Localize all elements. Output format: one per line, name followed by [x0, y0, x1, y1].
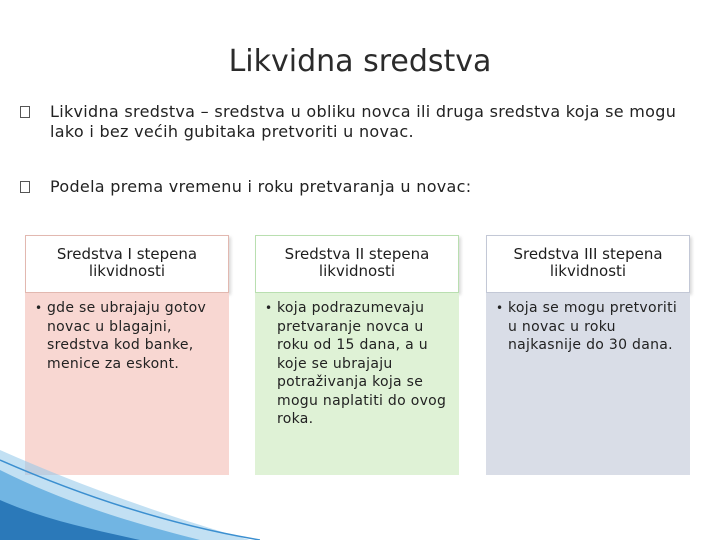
- column-second-degree: [255, 235, 459, 475]
- bullet-box-icon: [20, 106, 30, 118]
- bullet-dot-icon: •: [496, 301, 504, 315]
- column-item: gde se ubrajaju gotov novac u blagajni, sredstva kod banke, menice za eskont.: [47, 300, 207, 372]
- bullet-definition-body: – sredstva u obliku novca ili druga sredstva koja se mogu lako i bez većih gubitaka pretvoriti u novac.: [50, 102, 677, 141]
- bullet-division: [20, 177, 680, 197]
- bullet-box-icon: [20, 181, 30, 193]
- column-heading: Sredstva I stepena likvidnosti: [25, 235, 229, 293]
- column-first-degree: [25, 235, 229, 475]
- bullet-dot-icon: •: [35, 301, 43, 315]
- bullet-definition-text: [50, 102, 680, 142]
- decorative-wave-graphic: [0, 450, 260, 540]
- column-body: [255, 293, 459, 475]
- slide-title: Likvidna sredstva: [228, 44, 492, 79]
- column-heading: Sredstva III stepena likvidnosti: [486, 235, 690, 293]
- bullet-term: Likvidna sredstva: [50, 102, 196, 121]
- column-heading: Sredstva II stepena likvidnosti: [255, 235, 459, 293]
- column-body: [486, 293, 690, 475]
- column-third-degree: [486, 235, 690, 475]
- bullet-division-text: Podela prema vremenu i roku pretvaranja u novac:: [50, 177, 472, 196]
- column-body: [25, 293, 229, 475]
- bullet-dot-icon: •: [265, 301, 273, 315]
- column-item: koja se mogu pretvoriti u novac u roku najkasnije do 30 dana.: [508, 300, 678, 353]
- bullet-definition: [20, 102, 680, 142]
- column-item: koja podrazumevaju pretvaranje novca u roku od 15 dana, a u koje se ubrajaju potraživanja koja se mogu naplatiti do ovog roka.: [277, 300, 447, 427]
